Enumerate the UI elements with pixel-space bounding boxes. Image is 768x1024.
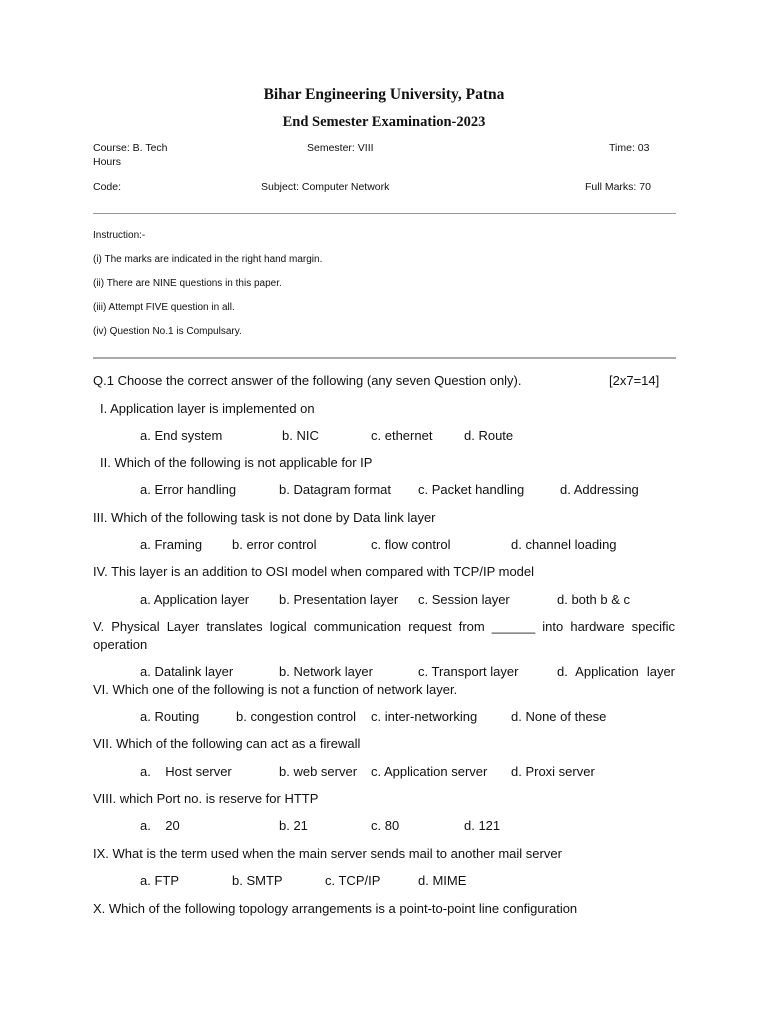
- option: c. Transport layer: [418, 664, 519, 679]
- instruction-item: (ii) There are NINE questions in this paper.: [93, 278, 282, 289]
- option: a. Application layer: [140, 592, 250, 607]
- subject: Subject: Computer Network: [261, 181, 390, 193]
- exam-title: End Semester Examination-2023: [282, 114, 486, 130]
- option: d. Proxi server: [511, 764, 595, 779]
- option: d. Route: [464, 428, 514, 443]
- option: c. ethernet: [371, 428, 433, 443]
- option: b. SMTP: [232, 873, 283, 888]
- option: a. Framing: [140, 537, 203, 552]
- option: b. Network layer: [279, 664, 373, 679]
- code: Code:: [93, 181, 122, 193]
- option: b. web server: [279, 764, 358, 779]
- question: II. Which of the following is not applicable for IP: [100, 455, 373, 470]
- course: Course: B. Tech: [93, 142, 168, 154]
- option: c. TCP/IP: [325, 873, 381, 888]
- option: d. 121: [464, 818, 501, 833]
- university-name: Bihar Engineering University, Patna: [263, 86, 505, 103]
- option: a. Routing: [140, 709, 200, 724]
- time: Time: 03: [609, 142, 650, 154]
- q1-heading: Q.1 Choose the correct answer of the following (any seven Question only).: [93, 373, 522, 388]
- option: d. None of these: [511, 709, 607, 724]
- question: V. Physical Layer translates logical communication request from ______ into hardware specific: [93, 619, 675, 634]
- option: d. Application layer: [557, 664, 675, 679]
- question: X. Which of the following topology arrangements is a point-to-point line configuration: [93, 901, 578, 916]
- option: c. inter-networking: [371, 709, 478, 724]
- option: a. Host server: [140, 764, 232, 779]
- option: c. Session layer: [418, 592, 510, 607]
- option: d. MIME: [418, 873, 467, 888]
- option: b. Presentation layer: [279, 592, 399, 607]
- option: c. Application server: [371, 764, 488, 779]
- option: c. flow control: [371, 537, 451, 552]
- semester: Semester: VIII: [307, 142, 374, 154]
- question: I. Application layer is implemented on: [100, 401, 315, 416]
- time-continued: Hours: [93, 156, 122, 168]
- option: d. channel loading: [511, 537, 617, 552]
- option: b. 21: [279, 818, 308, 833]
- option: a. FTP: [140, 873, 180, 888]
- instruction-item: (iv) Question No.1 is Compulsary.: [93, 326, 242, 337]
- option: c. 80: [371, 818, 400, 833]
- divider: [93, 213, 676, 214]
- option: a. 20: [140, 818, 180, 833]
- option: b. congestion control: [236, 709, 356, 724]
- option: b. error control: [232, 537, 317, 552]
- question: III. Which of the following task is not done by Data link layer: [93, 510, 436, 525]
- option: d. Addressing: [560, 482, 639, 497]
- option: c. Packet handling: [418, 482, 525, 497]
- question: VIII. which Port no. is reserve for HTTP: [93, 791, 319, 806]
- question: VI. Which one of the following is not a function of network layer.: [93, 682, 458, 697]
- full-marks: Full Marks: 70: [585, 181, 651, 193]
- option: d. both b & c: [557, 592, 630, 607]
- option: b. NIC: [282, 428, 319, 443]
- q1-marks: [2x7=14]: [609, 373, 660, 388]
- instruction-item: (i) The marks are indicated in the right hand margin.: [93, 254, 323, 265]
- question: IX. What is the term used when the main server sends mail to another mail server: [93, 846, 562, 861]
- question: VII. Which of the following can act as a firewall: [93, 736, 361, 751]
- instruction-heading: Instruction:-: [93, 230, 146, 241]
- question-continued: operation: [93, 637, 148, 652]
- instruction-item: (iii) Attempt FIVE question in all.: [93, 302, 235, 313]
- option: a. Datalink layer: [140, 664, 234, 679]
- option: b. Datagram format: [279, 482, 391, 497]
- question: IV. This layer is an addition to OSI model when compared with TCP/IP model: [93, 564, 535, 579]
- option: a. End system: [140, 428, 223, 443]
- divider: [93, 357, 676, 359]
- option: a. Error handling: [140, 482, 237, 497]
